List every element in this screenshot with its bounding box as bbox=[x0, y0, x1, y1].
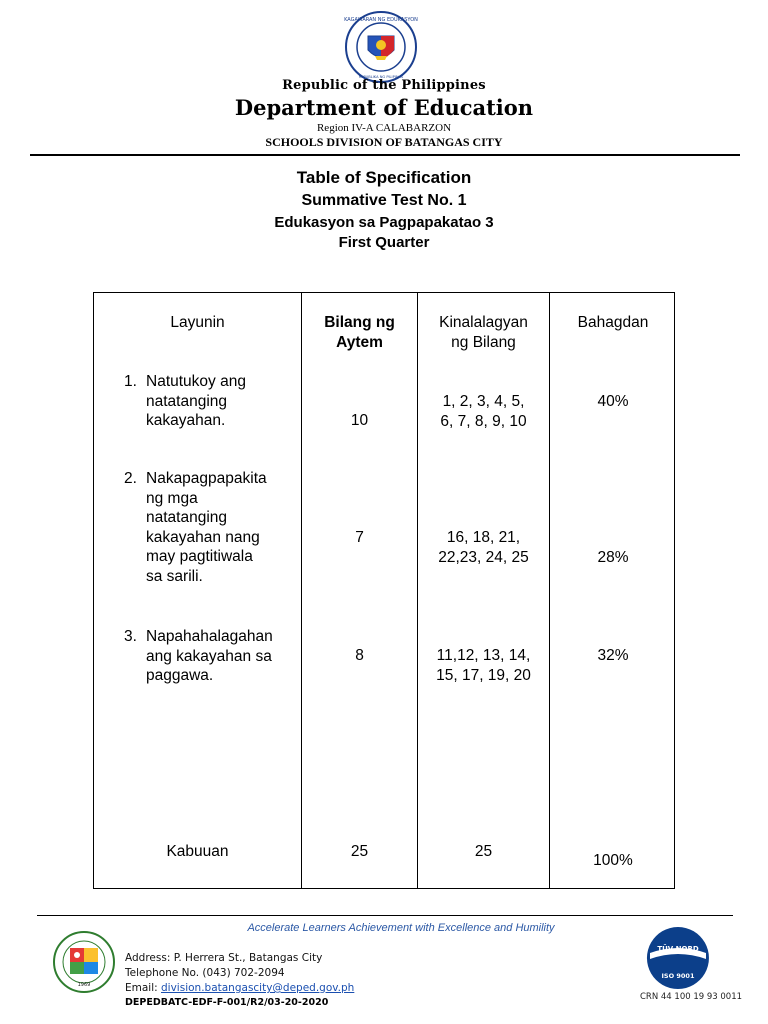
department-heading: Department of Education bbox=[234, 95, 534, 120]
header-kinalalagyan bbox=[418, 313, 549, 352]
objective-line: ang kakayahan sa bbox=[146, 647, 272, 665]
cert-brand: TÜV NORD bbox=[657, 945, 699, 953]
division-line: SCHOOLS DIVISION OF BATANGAS CITY bbox=[265, 135, 503, 149]
seal-text-bottom: REPUBLIKA NG PILIPINAS bbox=[358, 75, 404, 79]
location-line: 22,23, 24, 25 bbox=[438, 548, 529, 566]
row-3-location bbox=[418, 646, 549, 685]
objective-number: 2. bbox=[124, 470, 137, 487]
header-layunin: Layunin bbox=[170, 314, 225, 331]
document-subtitle: Summative Test No. 1 bbox=[301, 192, 467, 209]
row-1-location bbox=[418, 392, 549, 431]
header-bahagdan: Bahagdan bbox=[577, 314, 649, 331]
location-line: 15, 17, 19, 20 bbox=[436, 666, 531, 684]
objective-line: natatanging bbox=[146, 392, 228, 410]
email-label: Email: bbox=[125, 982, 162, 994]
footer-address: Address: P. Herrera St., Batangas City bbox=[125, 952, 323, 964]
column-divider bbox=[301, 293, 302, 888]
specification-table bbox=[93, 292, 675, 889]
column-divider bbox=[417, 293, 418, 888]
location-line: 1, 2, 3, 4, 5, bbox=[442, 393, 525, 410]
region-line: Region IV-A CALABARZON bbox=[316, 122, 452, 134]
objective-text bbox=[146, 627, 301, 686]
total-location: 25 bbox=[474, 843, 493, 860]
location-line: 11,12, 13, 14, bbox=[436, 647, 531, 664]
document-code: DEPEDBATC-EDF-F-001/R2/03-20-2020 bbox=[125, 997, 329, 1008]
seal-text-top: KAGAWARAN NG EDUKASYON bbox=[344, 17, 418, 23]
division-seal-year: 1969 bbox=[77, 982, 91, 988]
footer-email-line bbox=[125, 982, 354, 994]
total-label: Kabuuan bbox=[166, 843, 229, 860]
row-1-percent: 40% bbox=[597, 393, 629, 410]
footer-motto: Accelerate Learners Achievement with Excellence and Humility bbox=[247, 922, 555, 934]
total-items: 25 bbox=[350, 843, 369, 860]
total-percent: 100% bbox=[593, 852, 633, 869]
objective-text bbox=[146, 469, 296, 586]
objective-line: may pagtitiwala bbox=[146, 548, 253, 565]
deped-seal-logo bbox=[344, 10, 418, 84]
header-kinalalagyan-line1: Kinalalagyan bbox=[439, 314, 528, 331]
republic-heading: Republic of the Philippines bbox=[282, 78, 486, 93]
objective-line: natatanging bbox=[146, 509, 228, 526]
footer-telephone: Telephone No. (043) 702-2094 bbox=[125, 967, 285, 979]
email-link[interactable]: division.batangascity@deped.gov.ph bbox=[161, 982, 355, 994]
row-2-percent: 28% bbox=[597, 549, 629, 566]
objective-line: ng mga bbox=[146, 489, 198, 507]
row-3-percent: 32% bbox=[597, 647, 629, 664]
header-bilang bbox=[302, 313, 417, 352]
crn-number: CRN 44 100 19 93 0011 bbox=[640, 992, 743, 1002]
objective-line: kakayahan nang bbox=[146, 528, 260, 546]
header-divider bbox=[30, 154, 740, 156]
division-seal-logo bbox=[48, 928, 128, 994]
column-divider bbox=[549, 293, 550, 888]
objective-number: 1. bbox=[124, 373, 137, 390]
document-title: Table of Specification bbox=[296, 168, 472, 187]
objective-line: Napahahalagahan bbox=[146, 628, 273, 645]
header-bilang-line2: Aytem bbox=[336, 333, 383, 351]
objective-text bbox=[146, 372, 296, 431]
row-2-items: 7 bbox=[355, 529, 364, 546]
objective-line: kakayahan. bbox=[146, 412, 226, 429]
header-bilang-line1: Bilang ng bbox=[324, 314, 395, 331]
row-2-location bbox=[418, 528, 549, 567]
quarter-line: First Quarter bbox=[338, 234, 430, 251]
location-line: 16, 18, 21, bbox=[446, 529, 521, 546]
row-1-items: 10 bbox=[350, 412, 369, 429]
objective-number: 3. bbox=[124, 628, 137, 645]
cert-standard: ISO 9001 bbox=[661, 972, 695, 980]
header-kinalalagyan-line2: ng Bilang bbox=[451, 333, 516, 351]
objective-line: sa sarili. bbox=[146, 567, 203, 585]
objective-line: Nakapagpapakita bbox=[146, 470, 267, 487]
tuv-nord-iso-logo bbox=[628, 923, 728, 993]
footer-divider bbox=[37, 915, 733, 916]
location-line: 6, 7, 8, 9, 10 bbox=[440, 412, 527, 430]
objective-line: Natutukoy ang bbox=[146, 373, 246, 390]
objective-line: paggawa. bbox=[146, 667, 214, 684]
row-3-items: 8 bbox=[355, 647, 364, 664]
subject-line: Edukasyon sa Pagpapakatao 3 bbox=[274, 214, 494, 231]
